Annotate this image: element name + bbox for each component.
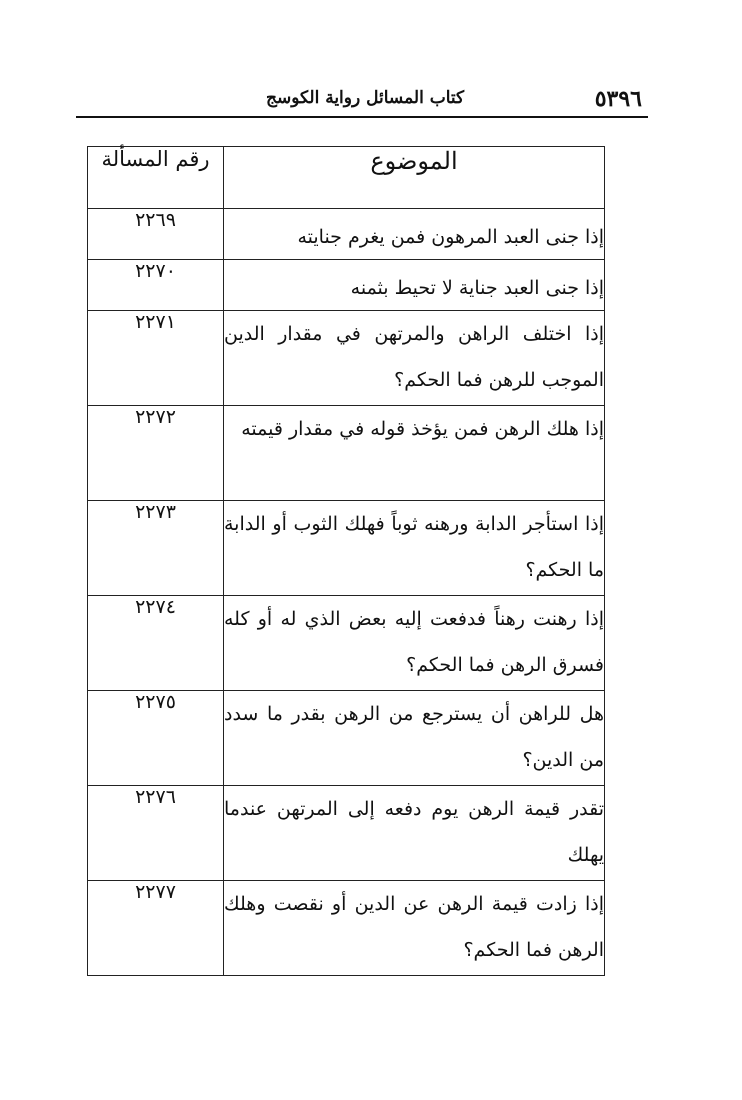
- number-cell: ٢٢٧٠: [88, 260, 224, 311]
- table-row: [88, 209, 605, 260]
- book-title: كتاب المسائل رواية الكوسج: [266, 88, 465, 108]
- topic-cell: هل للراهن أن يسترجع من الرهن بقدر ما سدد من الدين؟: [224, 691, 605, 786]
- number-cell: ٢٢٧٧: [88, 881, 224, 976]
- page-number: ٥٣٩٦: [594, 86, 642, 112]
- topic-cell: إذا جنى العبد المرهون فمن يغرم جنايته: [224, 209, 605, 260]
- number-cell: ٢٢٧٣: [88, 501, 224, 596]
- topic-cell: إذا استأجر الدابة ورهنه ثوباً فهلك الثوب أو الدابة ما الحكم؟: [224, 501, 605, 596]
- number-cell: ٢٢٧٤: [88, 596, 224, 691]
- table-row: [88, 691, 605, 786]
- topic-cell: إذا اختلف الراهن والمرتهن في مقدار الدين الموجب للرهن فما الحكم؟: [224, 311, 605, 406]
- column-header-topic: الموضوع: [224, 147, 605, 209]
- table-row: [88, 596, 605, 691]
- table-header-row: [88, 147, 605, 209]
- topic-cell: إذا رهنت رهناً فدفعت إليه بعض الذي له أو كله فسرق الرهن فما الحكم؟: [224, 596, 605, 691]
- table-row: [88, 501, 605, 596]
- table-row: [88, 881, 605, 976]
- table-row: [88, 406, 605, 501]
- table-row: [88, 786, 605, 881]
- column-header-number: رقم المسألة: [88, 147, 224, 209]
- topics-table: [87, 146, 605, 976]
- page-header: [76, 84, 648, 118]
- topic-cell: تقدر قيمة الرهن يوم دفعه إلى المرتهن عندما يهلك: [224, 786, 605, 881]
- topic-cell: إذا زادت قيمة الرهن عن الدين أو نقصت وهلك الرهن فما الحكم؟: [224, 881, 605, 976]
- number-cell: ٢٢٧٢: [88, 406, 224, 501]
- topic-cell: إذا هلك الرهن فمن يؤخذ قوله في مقدار قيمته: [224, 406, 605, 501]
- number-cell: ٢٢٧٥: [88, 691, 224, 786]
- topic-cell: إذا جنى العبد جناية لا تحيط بثمنه: [224, 260, 605, 311]
- table-row: [88, 260, 605, 311]
- number-cell: ٢٢٧٦: [88, 786, 224, 881]
- table-row: [88, 311, 605, 406]
- number-cell: ٢٢٧١: [88, 311, 224, 406]
- number-cell: ٢٢٦٩: [88, 209, 224, 260]
